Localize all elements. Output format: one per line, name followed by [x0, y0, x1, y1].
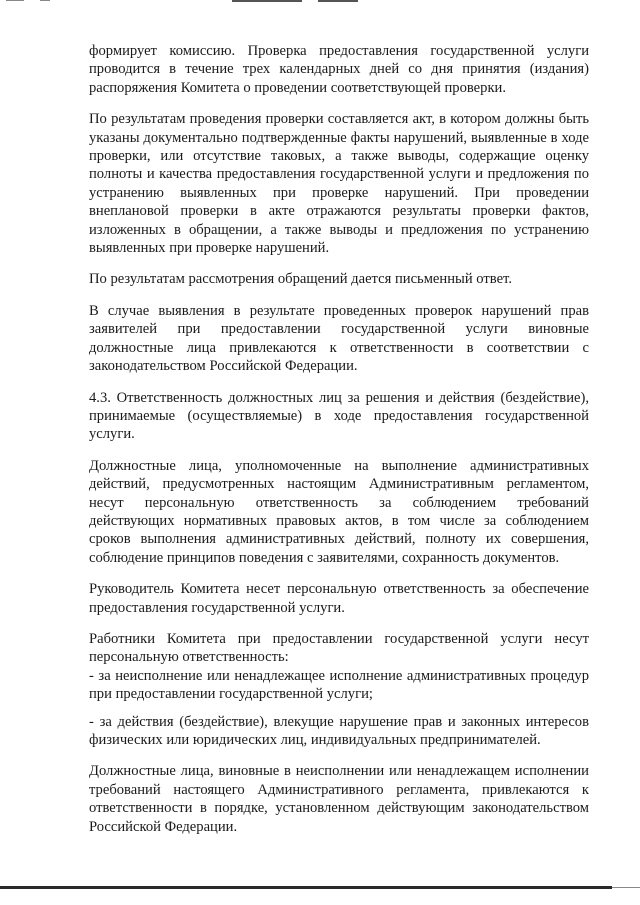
page-bottom-edge — [612, 887, 640, 888]
paragraph-commission: формирует комиссию. Проверка предоставления государственной услуги проводится в течение трех календарных дней со дня принятия (издания) распоряжения Комитета о проведении соответствующей проверки. — [89, 43, 589, 96]
scan-artifact — [6, 0, 24, 1]
page-top-mark — [232, 0, 302, 2]
paragraph-employees-responsibility: Работники Комитета при предоставлении государственной услуги несут персональную ответственность: — [89, 630, 589, 666]
paragraph-liability: Должностные лица, виновные в неисполнении или ненадлежащем исполнении требований настоящего Административного регламента, привлекаются к ответственности в порядке, установленном действующим законодательством Российской Федерации. — [89, 763, 589, 835]
paragraph-inspection-act: По результатам проведения проверки составляется акт, в котором должны быть указаны документально подтвержденные факты нарушений, выявленные в ходе проверки, или отсутствие таковых, а также выводы, содержащие оценку полноты и качества предоставления государственной услуги и предложения по устранению выявленных при проверке нарушений. При проведении внеплановой проверки в акте отражаются результаты проверки фактов, изложенных в обращении, а также выводы и предложения по устранению выявленных при проверке нарушений. — [89, 111, 589, 257]
section-heading-4-3: 4.3. Ответственность должностных лиц за решения и действия (бездействие), принимаемые (осуществляемые) в ходе предоставления государственной услуги. — [89, 389, 589, 443]
paragraph-written-answer: По результатам рассмотрения обращений дается письменный ответ. — [89, 271, 512, 288]
scan-artifact — [40, 0, 50, 1]
paragraph-violations: В случае выявления в результате проведенных проверок нарушений прав заявителей при предоставлении государственной услуги виновные должностные лица привлекаются к ответственности в соответствии с законодательством Российской Федерации. — [89, 302, 589, 375]
paragraph-officials-responsibility: Должностные лица, уполномоченные на выполнение административных действий, предусмотренных настоящим Административным регламентом, несут персональную ответственность за соблюдением требований действующих нормативных правовых актов, в том числе за соблюдением сроков выполнения административных действий, полноту их совершения, соблюдение принципов поведения с заявителями, сохранность документов. — [89, 457, 589, 566]
document-body — [89, 42, 589, 836]
paragraph-head-responsibility: Руководитель Комитета несет персональную ответственность за обеспечение предоставления государственной услуги. — [89, 581, 589, 616]
list-item-nonperformance: - за неисполнение или ненадлежащее исполнение административных процедур при предоставлении государственной услуги; — [89, 667, 589, 703]
page-bottom-edge — [0, 886, 612, 889]
list-item-actions: - за действия (бездействие), влекущие нарушение прав и законных интересов физических или юридических лиц, индивидуальных предпринимателей. — [89, 713, 589, 748]
page-top-mark — [318, 0, 358, 2]
